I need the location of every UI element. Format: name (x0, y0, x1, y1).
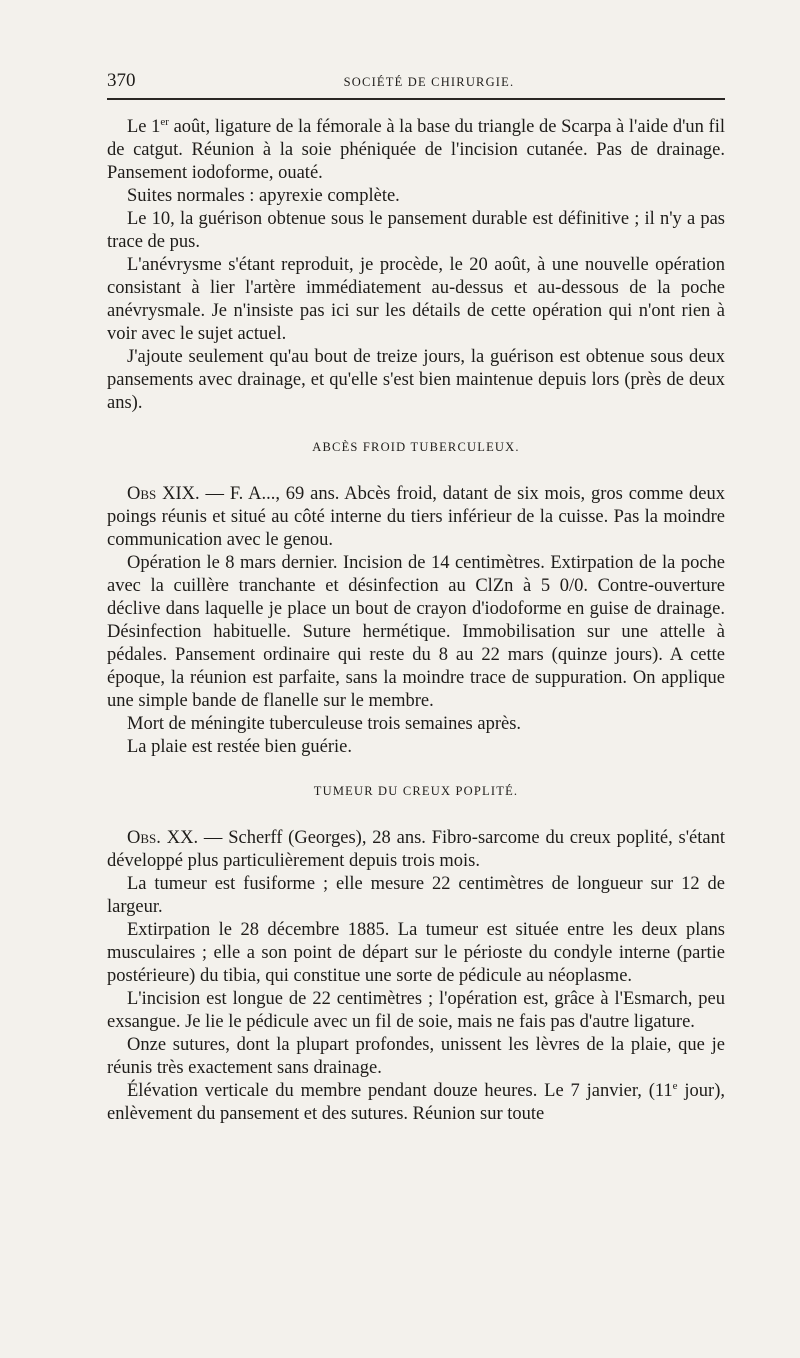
paragraph: Onze sutures, dont la plupart profondes, unissent les lèvres de la plaie, que je réunis très exactement sans drainage. (107, 1035, 725, 1078)
running-title: SOCIÉTÉ DE CHIRURGIE. (343, 75, 515, 89)
paragraph: L'incision est longue de 22 centimètres ; l'opération est, grâce à l'Esmarch, peu exsangue. Je lie le pédicule avec un fil de soie, mais ne fais pas d'autre ligature. (107, 989, 725, 1032)
paragraph: Obs XIX. — F. A..., 69 ans. Abcès froid, datant de six mois, gros comme deux poings réunis et situé au côté interne du tiers inférieur de la cuisse. Pas la moindre communication avec le genou. (107, 484, 725, 550)
page-header (107, 62, 725, 92)
observation-label: Obs XIX. (127, 484, 200, 504)
paragraph: La tumeur est fusiforme ; elle mesure 22 centimètres de longueur sur 12 de largeur. (107, 874, 725, 917)
paragraph: Élévation verticale du membre pendant douze heures. Le 7 janvier, (11e jour), enlèvement du pansement et des sutures. Réunion sur toute (107, 1079, 725, 1124)
page-number: 370 (107, 70, 136, 91)
paragraph: Mort de méningite tuberculeuse trois semaines après. (127, 714, 522, 734)
paragraph: L'anévrysme s'étant reproduit, je procède, le 20 août, à une nouvelle opération consistant à lier l'artère immédiatement au-dessus et au-dessous de la poche anévrysmale. Je n'insiste pas ici sur les détails de cette opération qui n'ont rien à voir avec le sujet actuel. (107, 255, 725, 344)
paragraph: Opération le 8 mars dernier. Incision de 14 centimètres. Extirpation de la poche avec la cuillère tranchante et désinfection au ClZn à 5 0/0. Contre-ouverture déclive dans laquelle je place un bout de crayon d'iodoforme en guise de drainage. Désinfection habituelle. Suture hermétique. Immobilisation sur une attelle à pédales. Pansement ordinaire qui reste du 8 au 22 mars (quinze jours). A cette époque, la réunion est parfaite, sans la moindre trace de suppuration. On applique une simple bande de flanelle sur le membre. (107, 553, 725, 711)
document-page (107, 62, 725, 1126)
section-title-abces: ABCÈS FROID TUBERCULEUX. (312, 440, 520, 454)
header-rule (107, 98, 725, 100)
paragraph: Le 1er août, ligature de la fémorale à la base du triangle de Scarpa à l'aide d'un fil de catgut. Réunion à la soie phéniquée de l'incision cutanée. Pas de drainage. Pansement iodoforme, ouaté. (107, 115, 725, 183)
paragraph: Suites normales : apyrexie complète. (127, 186, 400, 206)
paragraph: J'ajoute seulement qu'au bout de treize jours, la guérison est obtenue sous deux pansements avec drainage, et qu'elle s'est bien maintenue depuis lors (près de deux ans). (107, 347, 725, 413)
paragraph: Obs. XX. — Scherff (Georges), 28 ans. Fibro-sarcome du creux poplité, s'étant développé plus particulièrement depuis trois mois. (107, 828, 726, 871)
section-title-tumeur: TUMEUR DU CREUX POPLITÉ. (313, 784, 519, 798)
paragraph: La plaie est restée bien guérie. (127, 737, 352, 757)
paragraph: Extirpation le 28 décembre 1885. La tumeur est située entre les deux plans musculaires ; elle a son point de départ sur le périoste du condyle interne (partie postérieure) du tibia, qui constitue une sorte de pédicule au néoplasme. (107, 920, 725, 986)
body-text (107, 116, 725, 1126)
observation-label: Obs. XX. (127, 828, 199, 848)
paragraph: Le 10, la guérison obtenue sous le pansement durable est définitive ; il n'y a pas trace de pus. (107, 209, 725, 252)
